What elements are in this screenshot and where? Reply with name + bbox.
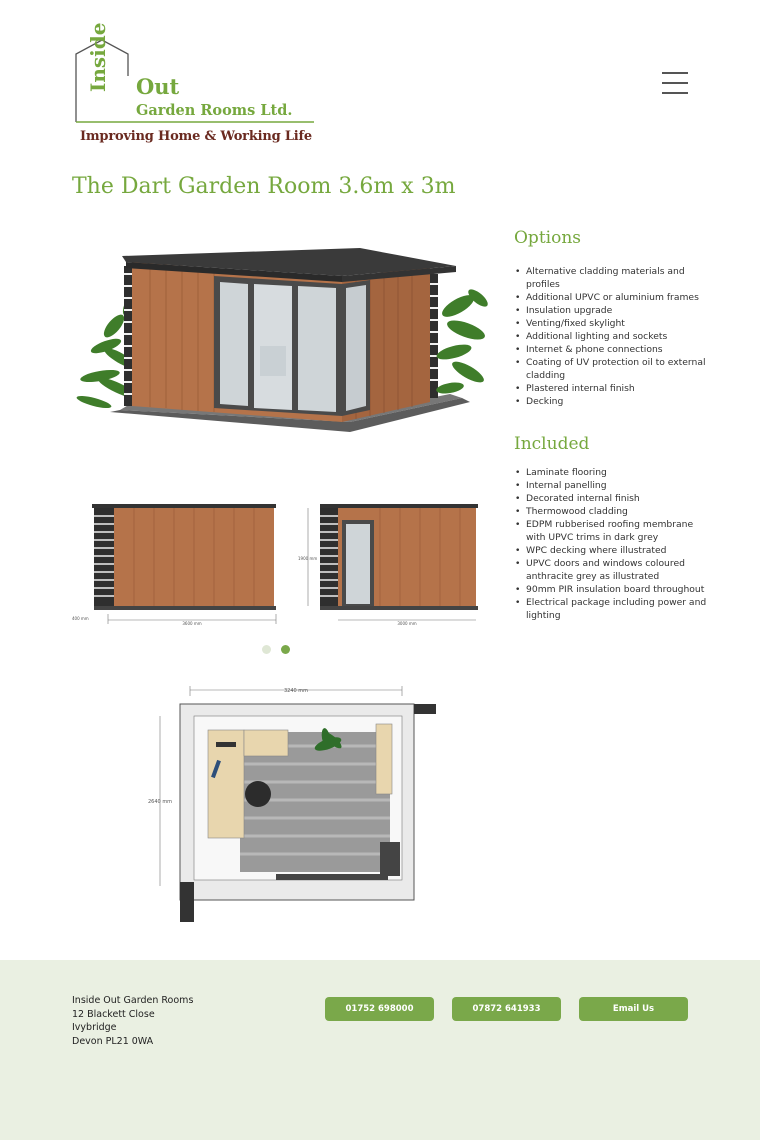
included-item: • Decorated internal finish <box>514 492 714 505</box>
logo-tagline: Improving Home & Working Life <box>80 129 312 144</box>
options-list <box>514 265 714 408</box>
floorplan-width-label: 3240 mm <box>283 688 309 694</box>
included-item: • Internal panelling <box>514 479 714 492</box>
address-line: Inside Out Garden Rooms <box>72 995 194 1006</box>
front-elevation-roof <box>92 504 276 508</box>
included-heading: Included <box>514 434 590 454</box>
included-item: • Thermowood cladding <box>514 505 714 518</box>
address-line: Devon PL21 0WA <box>72 1035 154 1047</box>
elevation-drawings <box>70 494 490 628</box>
logo-company-name: Garden Rooms Ltd. <box>136 102 293 119</box>
garden-room-3d-render <box>70 226 500 462</box>
carousel-dot-1[interactable] <box>262 645 271 654</box>
email-us-button[interactable]: Email Us <box>579 997 688 1021</box>
floorplan-depth-label: 2640 mm <box>148 799 173 805</box>
side-elevation-roof <box>320 504 478 508</box>
included-item: • 90mm PIR insulation board throughout <box>514 583 714 596</box>
side-width-label: 3000 mm <box>397 621 417 626</box>
logo-word-out: Out <box>136 74 180 99</box>
base-height-label: 400 mm <box>72 616 89 621</box>
phone-button-2[interactable]: 07872 641933 <box>452 997 561 1021</box>
page-title: The Dart Garden Room 3.6m x 3m <box>72 174 456 199</box>
address-line: Ivybridge <box>72 1022 117 1033</box>
carousel-dot-2[interactable] <box>281 645 290 654</box>
specification-panel <box>514 228 714 622</box>
included-item: • Electrical package including power and lighting <box>514 596 714 622</box>
hamburger-menu-icon[interactable] <box>662 72 688 94</box>
logo-word-inside: Inside <box>86 22 110 92</box>
included-item: • Laminate flooring <box>514 466 714 479</box>
options-item: • Insulation upgrade <box>514 304 714 317</box>
options-item: • Internet & phone connections <box>514 343 714 356</box>
side-height-label: 1900 mm <box>298 556 318 561</box>
options-item: • Plastered internal finish <box>514 382 714 395</box>
address-line: 12 Blackett Close <box>72 1008 155 1020</box>
footer <box>0 960 760 1140</box>
options-item: • Alternative cladding materials and profiles <box>514 265 714 291</box>
footer-address <box>72 994 193 1048</box>
included-item: • UPVC doors and windows coloured anthracite grey as illustrated <box>514 557 714 583</box>
options-item: • Additional lighting and sockets <box>514 330 714 343</box>
floor-plan-drawing <box>140 682 450 928</box>
front-width-label: 3600 mm <box>182 621 202 626</box>
options-item: • Venting/fixed skylight <box>514 317 714 330</box>
options-item: • Additional UPVC or aluminium frames <box>514 291 714 304</box>
company-logo[interactable] <box>72 22 322 152</box>
options-heading: Options <box>514 228 581 248</box>
included-item: • EDPM rubberised roofing membrane with UPVC trims in dark grey <box>514 518 714 544</box>
phone-button-1[interactable]: 01752 698000 <box>325 997 434 1021</box>
included-item: • WPC decking where illustrated <box>514 544 714 557</box>
included-list <box>514 466 714 622</box>
options-item: • Coating of UV protection oil to external cladding <box>514 356 714 382</box>
options-item: • Decking <box>514 395 714 408</box>
